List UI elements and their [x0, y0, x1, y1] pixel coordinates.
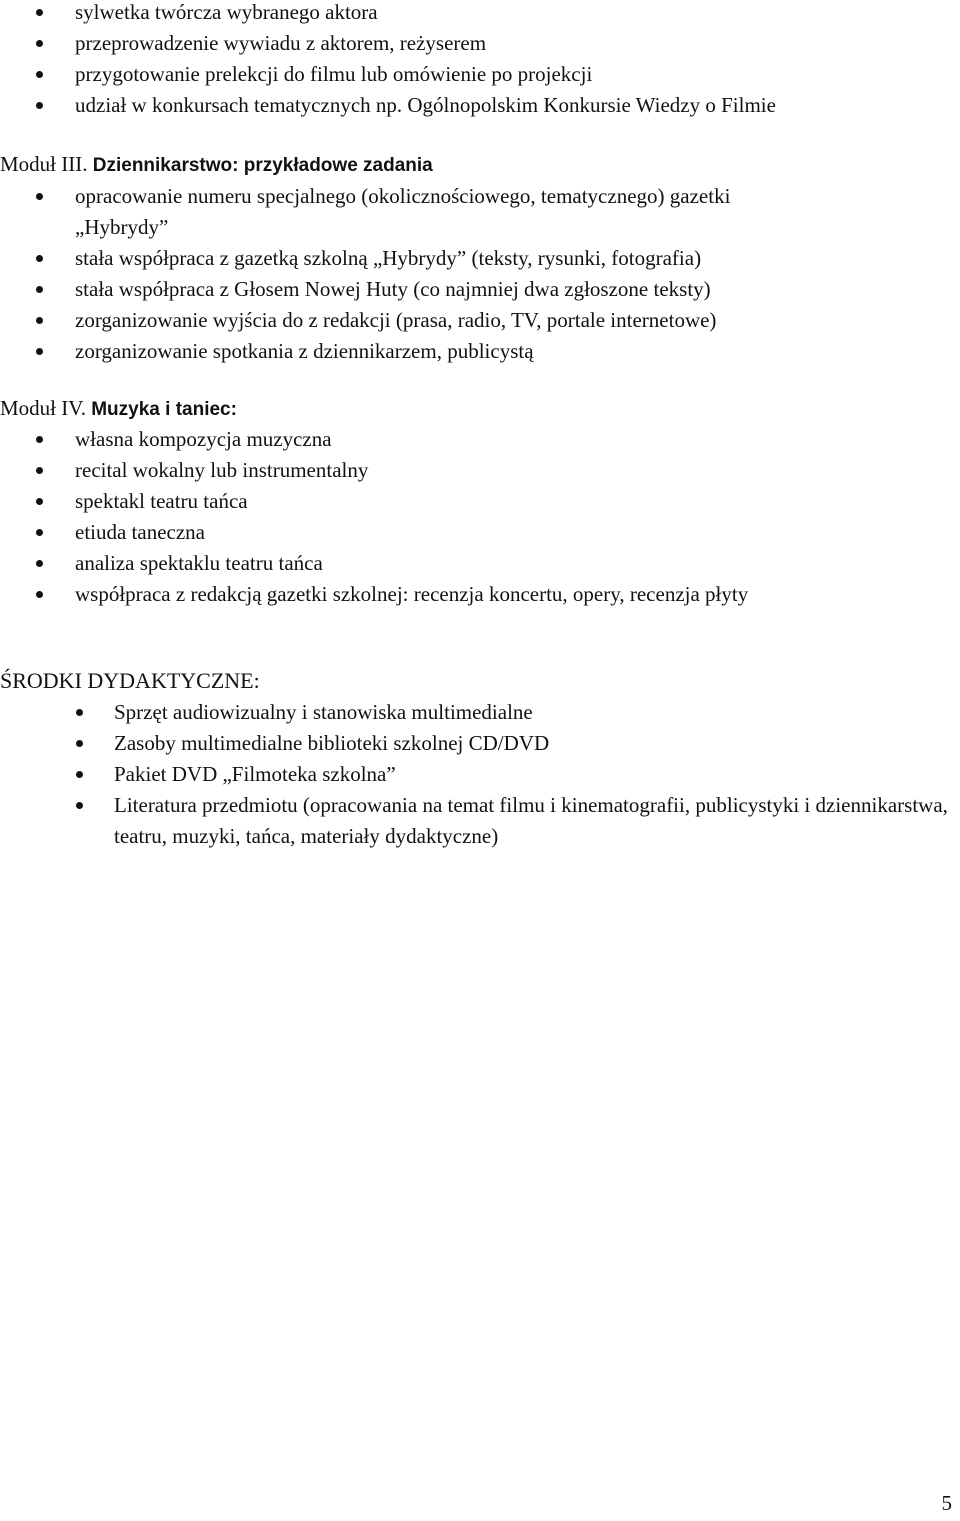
list-item: recital wokalny lub instrumentalny — [0, 455, 960, 486]
list-item: własna kompozycja muzyczna — [0, 424, 960, 455]
bullet-icon — [36, 286, 43, 293]
list-item: przeprowadzenie wywiadu z aktorem, reżyserem — [0, 28, 960, 59]
list-item: udział w konkursach tematycznych np. Ogólnopolskim Konkursie Wiedzy o Filmie — [0, 90, 960, 121]
list-item: spektakl teatru tańca — [0, 486, 960, 517]
bullet-icon — [36, 591, 43, 598]
journalism-tasks-list — [0, 181, 960, 367]
module-3-prefix: Moduł III. — [0, 152, 88, 176]
bullet-icon — [36, 467, 43, 474]
list-item: Zasoby multimedialne biblioteki szkolnej CD/DVD — [0, 728, 960, 759]
bullet-icon — [76, 802, 83, 809]
bullet-icon — [76, 740, 83, 747]
list-item: analiza spektaklu teatru tańca — [0, 548, 960, 579]
music-dance-tasks-list — [0, 424, 960, 610]
list-item: Pakiet DVD „Filmoteka szkolna” — [0, 759, 960, 790]
list-item: współpraca z redakcją gazetki szkolnej: recenzja koncertu, opery, recenzja płyty — [0, 579, 960, 610]
bullet-icon — [36, 560, 43, 567]
film-tasks-list — [0, 0, 960, 121]
bullet-icon — [36, 317, 43, 324]
bullet-icon — [36, 40, 43, 47]
bullet-icon — [36, 498, 43, 505]
list-item: stała współpraca z Głosem Nowej Huty (co najmniej dwa zgłoszone teksty) — [0, 274, 960, 305]
teaching-aids-list — [0, 697, 960, 852]
list-item: zorganizowanie wyjścia do z redakcji (prasa, radio, TV, portale internetowe) — [0, 305, 960, 336]
list-item: stała współpraca z gazetką szkolną „Hybrydy” (teksty, rysunki, fotografia) — [0, 243, 960, 274]
module-3-title: Dziennikarstwo: przykładowe zadania — [92, 155, 433, 176]
teaching-aids-heading: ŚRODKI DYDAKTYCZNE: — [0, 668, 260, 693]
list-item: Literatura przedmiotu (opracowania na temat filmu i kinematografii, publicystyki i dziennikarstwa, teatru, muzyki, tańca, materiały dydaktyczne) — [0, 790, 960, 852]
bullet-icon — [36, 255, 43, 262]
list-item: przygotowanie prelekcji do filmu lub omówienie po projekcji — [0, 59, 960, 90]
module-4-prefix: Moduł IV. — [0, 396, 86, 420]
module-4-heading — [0, 393, 237, 425]
bullet-icon — [36, 102, 43, 109]
list-item: zorganizowanie spotkania z dziennikarzem, publicystą — [0, 336, 960, 367]
bullet-icon — [36, 348, 43, 355]
list-item: etiuda taneczna — [0, 517, 960, 548]
list-item: opracowanie numeru specjalnego (okolicznościowego, tematycznego) gazetki „Hybrydy” — [0, 181, 960, 243]
list-item: sylwetka twórcza wybranego aktora — [0, 0, 960, 28]
bullet-icon — [36, 193, 43, 200]
page-number: 5 — [941, 1491, 952, 1515]
bullet-icon — [36, 529, 43, 536]
bullet-icon — [36, 71, 43, 78]
list-item: Sprzęt audiowizualny i stanowiska multimedialne — [0, 697, 960, 728]
bullet-icon — [36, 436, 43, 443]
module-4-title: Muzyka i taniec: — [91, 399, 237, 420]
bullet-icon — [76, 709, 83, 716]
module-3-heading — [0, 149, 433, 181]
bullet-icon — [36, 9, 43, 16]
bullet-icon — [76, 771, 83, 778]
